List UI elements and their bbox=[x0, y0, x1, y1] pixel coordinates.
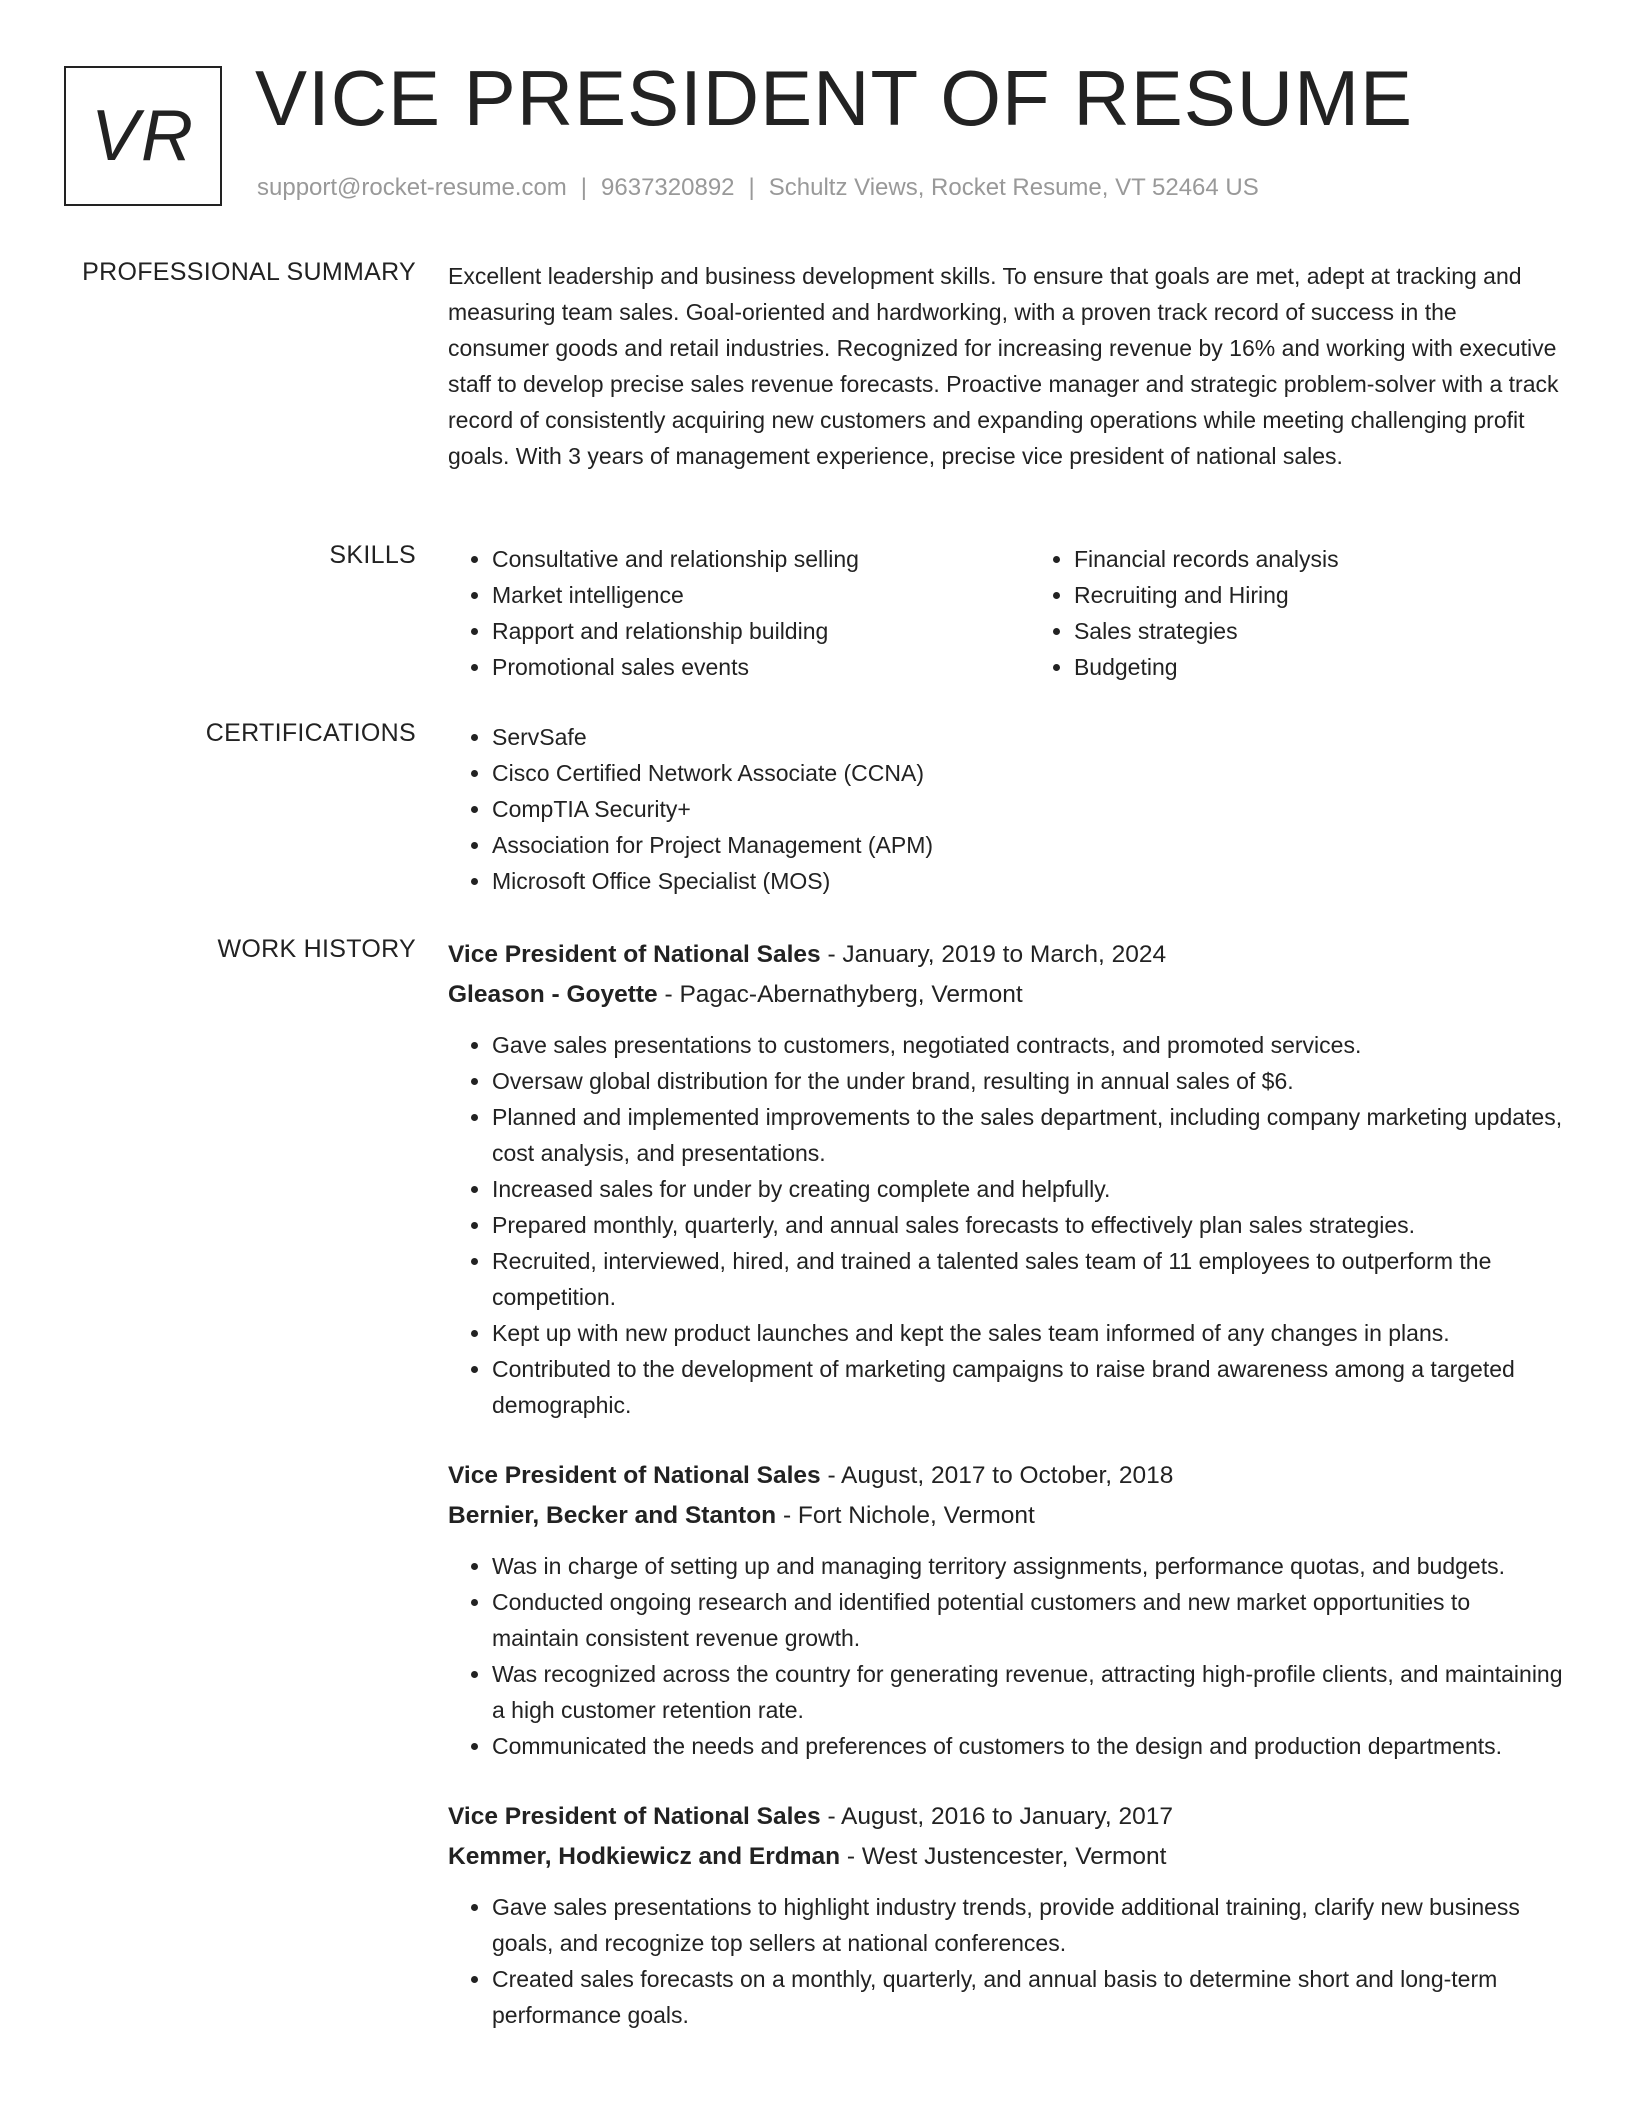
job-company-line bbox=[448, 975, 1563, 1015]
certification-item: • ServSafe bbox=[492, 719, 1563, 755]
job-entry bbox=[448, 1456, 1563, 1764]
job-company: Kemmer, Hodkiewicz and Erdman bbox=[448, 1843, 841, 1870]
job-bullet: • Gave sales presentations to highlight industry trends, provide additional training, clarify new business goals, and recognize top sellers at national conferences. bbox=[492, 1889, 1563, 1961]
job-bullet: • Prepared monthly, quarterly, and annual sales forecasts to effectively plan sales strategies. bbox=[492, 1207, 1563, 1243]
contact-address: Schultz Views, Rocket Resume, VT 52464 US bbox=[768, 174, 1259, 201]
certification-item: • Association for Project Management (APM) bbox=[492, 827, 1563, 863]
summary-text: Excellent leadership and business development skills. To ensure that goals are met, adept at tracking and measuring team sales. Goal-oriented and hardworking, with a proven track record of success in the consumer goods and retail industries. Recognized for increasing revenue by 16% and working with executive staff to develop precise sales revenue forecasts. Proactive manager and strategic problem-solver with a track record of consistently acquiring new customers and expanding operations while meeting challenging profit goals. With 3 years of management experience, precise vice president of national sales. bbox=[448, 263, 1559, 469]
skills-list bbox=[448, 541, 1563, 685]
job-title-line bbox=[448, 1456, 1563, 1496]
job-bullet: • Gave sales presentations to customers, negotiated contracts, and promoted services. bbox=[492, 1027, 1563, 1063]
job-bullet: • Planned and implemented improvements to the sales department, including company marketing updates, cost analysis, and presentations. bbox=[492, 1099, 1563, 1171]
job-bullet: • Kept up with new product launches and kept the sales team informed of any changes in plans. bbox=[492, 1315, 1563, 1351]
job-entry bbox=[448, 1797, 1563, 2033]
job-company: Bernier, Becker and Stanton bbox=[448, 1502, 777, 1529]
certifications-label: CERTIFICATIONS bbox=[205, 719, 416, 747]
monogram-logo: VR bbox=[64, 66, 222, 206]
job-company: Gleason - Goyette bbox=[448, 981, 658, 1008]
skill-item: • Promotional sales events bbox=[492, 649, 1030, 685]
contact-separator: | bbox=[580, 174, 588, 201]
contact-line bbox=[257, 174, 1259, 202]
skills-column-right bbox=[1030, 541, 1563, 685]
contact-phone: 9637320892 bbox=[601, 174, 735, 201]
work-history-label: WORK HISTORY bbox=[217, 935, 416, 963]
job-bullet: • Created sales forecasts on a monthly, quarterly, and annual basis to determine short and long-term performance goals. bbox=[492, 1961, 1563, 2033]
job-company-line bbox=[448, 1496, 1563, 1536]
skill-item: • Rapport and relationship building bbox=[492, 613, 1030, 649]
job-bullet: • Was in charge of setting up and managing territory assignments, performance quotas, and budgets. bbox=[492, 1548, 1563, 1584]
job-bullets bbox=[448, 1548, 1563, 1764]
skill-item: • Financial records analysis bbox=[1074, 541, 1563, 577]
resume-name: VICE PRESIDENT OF RESUME bbox=[255, 54, 1414, 142]
skill-item: • Consultative and relationship selling bbox=[492, 541, 1030, 577]
job-entry bbox=[448, 935, 1563, 1423]
job-company-line bbox=[448, 1837, 1563, 1877]
certifications-body bbox=[448, 719, 1563, 899]
skill-item: • Sales strategies bbox=[1074, 613, 1563, 649]
contact-email[interactable]: support@rocket-resume.com bbox=[257, 174, 567, 201]
job-bullet: • Oversaw global distribution for the under brand, resulting in annual sales of $6. bbox=[492, 1063, 1563, 1099]
summary-label: PROFESSIONAL SUMMARY bbox=[82, 258, 416, 286]
job-location: - Fort Nichole, Vermont bbox=[776, 1502, 1035, 1529]
job-title-line bbox=[448, 1797, 1563, 1837]
job-title: Vice President of National Sales bbox=[448, 941, 821, 968]
job-location: - Pagac-Abernathyberg, Vermont bbox=[657, 981, 1023, 1008]
job-bullet: • Conducted ongoing research and identified potential customers and new market opportunities to maintain consistent revenue growth. bbox=[492, 1584, 1563, 1656]
certifications-list bbox=[448, 719, 1563, 899]
work-history-body bbox=[448, 935, 1563, 2069]
job-bullet: • Increased sales for under by creating complete and helpfully. bbox=[492, 1171, 1563, 1207]
job-bullet: • Communicated the needs and preferences of customers to the design and production departments. bbox=[492, 1728, 1563, 1764]
skills-label: SKILLS bbox=[329, 541, 416, 569]
job-bullets bbox=[448, 1889, 1563, 2033]
skills-column-left bbox=[448, 541, 1030, 685]
certification-item: • CompTIA Security+ bbox=[492, 791, 1563, 827]
job-dates: - August, 2016 to January, 2017 bbox=[820, 1803, 1173, 1830]
job-bullet: • Recruited, interviewed, hired, and trained a talented sales team of 11 employees to outperform the competition. bbox=[492, 1243, 1563, 1315]
job-bullets bbox=[448, 1027, 1563, 1423]
job-dates: - August, 2017 to October, 2018 bbox=[820, 1462, 1174, 1489]
job-title: Vice President of National Sales bbox=[448, 1462, 821, 1489]
job-bullet: • Was recognized across the country for generating revenue, attracting high-profile clients, and maintaining a high customer retention rate. bbox=[492, 1656, 1563, 1728]
certification-item: • Cisco Certified Network Associate (CCNA) bbox=[492, 755, 1563, 791]
skill-item: • Recruiting and Hiring bbox=[1074, 577, 1563, 613]
job-dates: - January, 2019 to March, 2024 bbox=[820, 941, 1167, 968]
job-title-line bbox=[448, 935, 1563, 975]
summary-body bbox=[448, 258, 1563, 474]
skill-item: • Market intelligence bbox=[492, 577, 1030, 613]
contact-separator: | bbox=[748, 174, 755, 201]
job-location: - West Justencester, Vermont bbox=[840, 1843, 1167, 1870]
skill-item: • Budgeting bbox=[1074, 649, 1563, 685]
certification-item: • Microsoft Office Specialist (MOS) bbox=[492, 863, 1563, 899]
job-bullet: • Contributed to the development of marketing campaigns to raise brand awareness among a targeted demographic. bbox=[492, 1351, 1563, 1423]
job-title: Vice President of National Sales bbox=[448, 1803, 821, 1830]
